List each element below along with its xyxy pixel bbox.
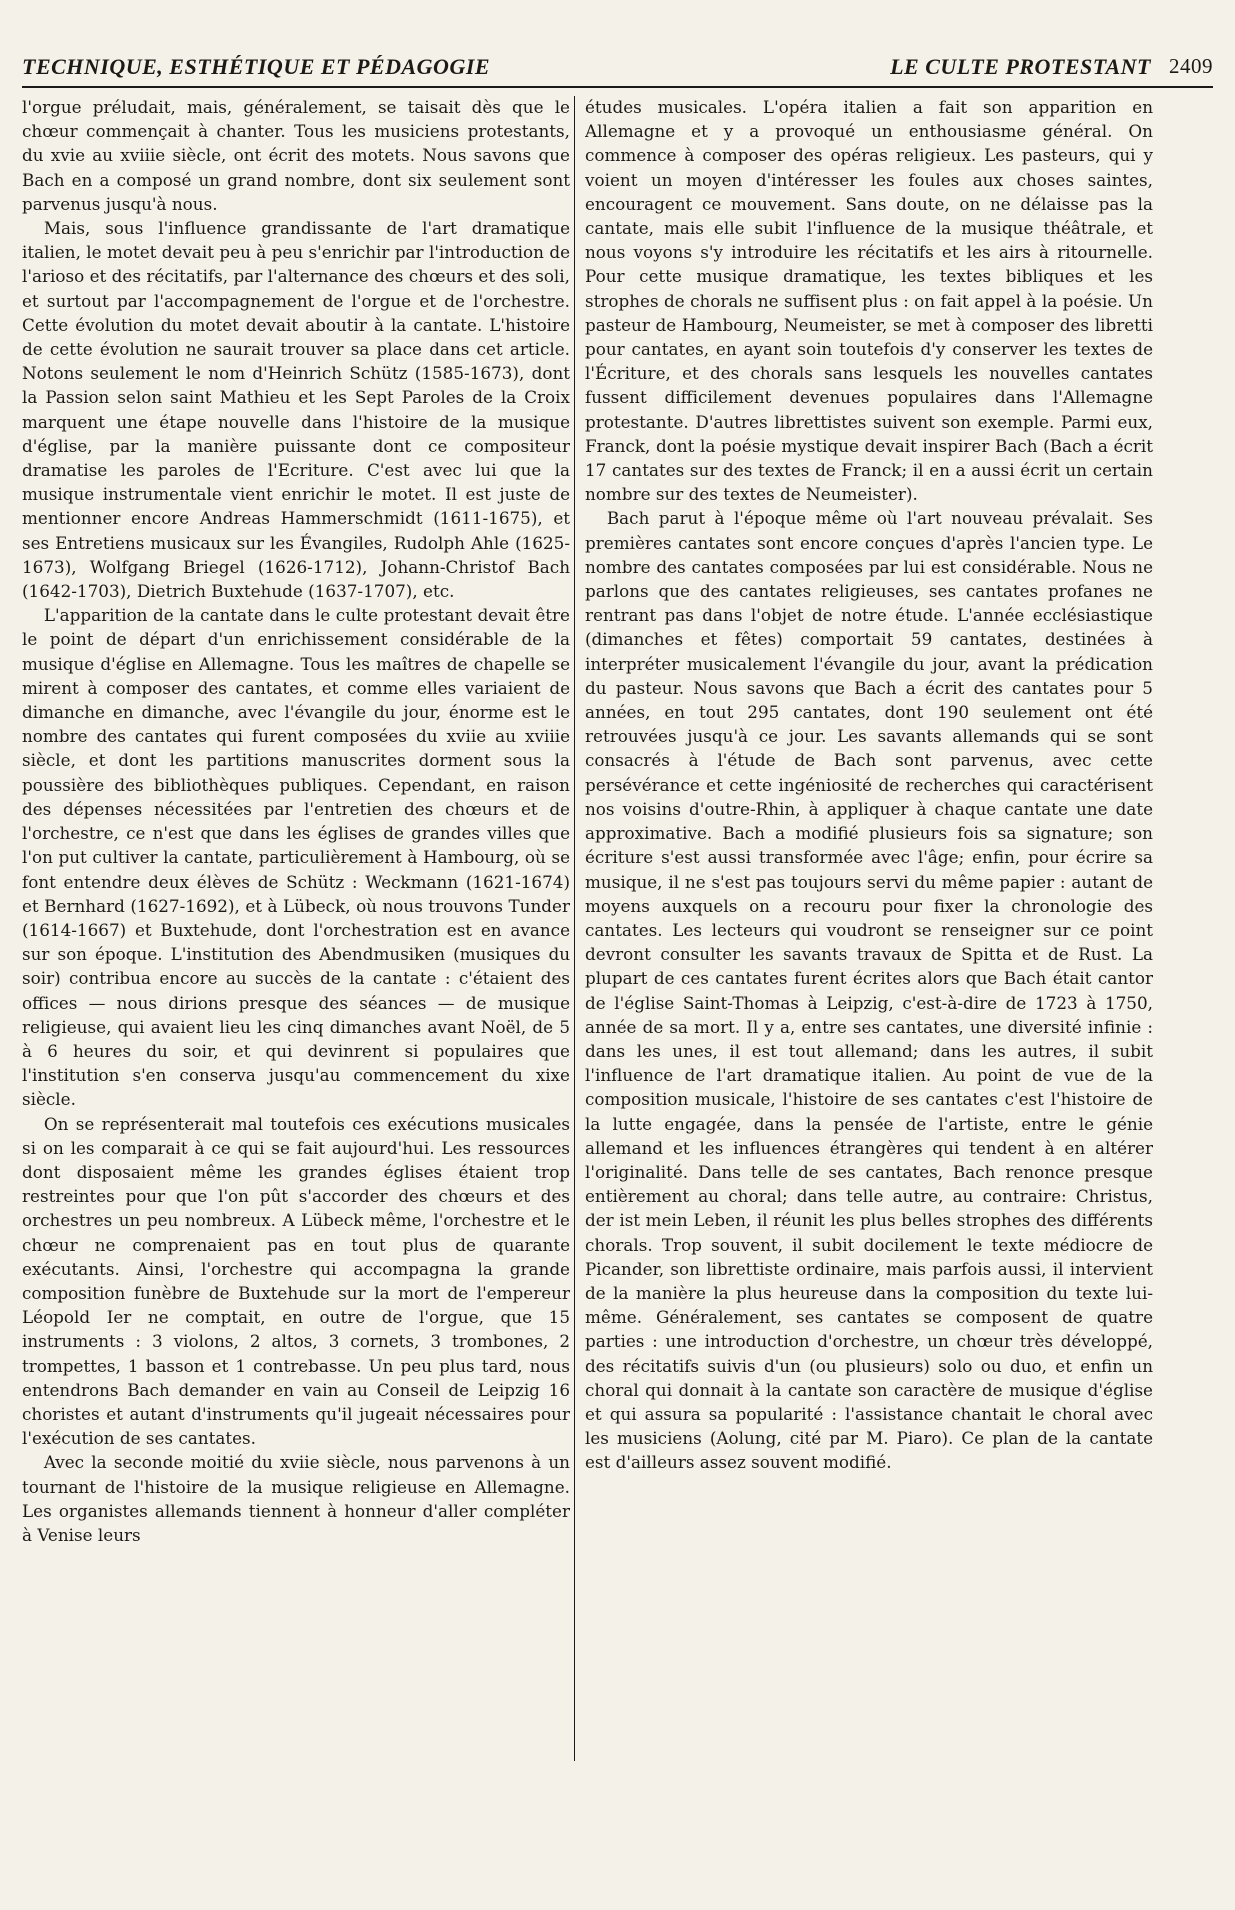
text-column-right (585, 95, 1153, 1895)
header-chapter-title: LE CULTE PROTESTANT (890, 54, 1151, 79)
paragraph: On se représenterait mal toutefois ces exécutions musicales si on les comparait à ce qui se fait aujourd'hui. Les ressources dont disposaient même les grandes églises étaient trop restreintes pour que l'on pût s'accorder des chœurs et des orchestres un peu nombreux. A Lübeck même, l'orchestre et le chœur ne comprenaient pas en tout plus de quarante exécutants. Ainsi, l'orchestre qui accompagna la grande composition funèbre de Buxtehude sur la mort de l'empereur Léopold Ier ne comptait, en outre de l'orgue, que 15 instruments : 3 violons, 2 altos, 3 cornets, 3 trombones, 2 trompettes, 1 basson et 1 contrebasse. Un peu plus tard, nous entendrons Bach demander en vain au Conseil de Leipzig 16 choristes et autant d'instruments qu'il jugeait nécessaires pour l'exécution de ses cantates. (22, 1113, 570, 1449)
page-number: 2409 (1169, 54, 1213, 78)
paragraph: Mais, sous l'influence grandissante de l'art dramatique italien, le motet devait peu à peu s'enrichir par l'introduction de l'arioso et des récitatifs, par l'alternance des chœurs et des soli, et surtout par l'accompagnement de l'orgue et de l'orchestre. Cette évolution du motet devait aboutir à la cantate. L'histoire de cette évolution ne saurait trouver sa place dans cet article. Notons seulement le nom d'Heinrich Schütz (1585-1673), dont la Passion selon saint Mathieu et les Sept Paroles de la Croix marquent une étape nouvelle dans l'histoire de la musique d'église, par la manière puissante dont ce compositeur dramatise les paroles de l'Ecriture. C'est avec lui que la musique instrumentale vient enrichir le motet. Il est juste de mentionner encore Andreas Hammerschmidt (1611-1675), et ses Entretiens musicaux sur les Évangiles, Rudolph Ahle (1625-1673), Wolfgang Briegel (1626-1712), Johann-Christof Bach (1642-1703), Dietrich Buxtehude (1637-1707), etc. (22, 218, 570, 602)
text-column-left (22, 95, 570, 1895)
paragraph: L'apparition de la cantate dans le culte protestant devait être le point de départ d'un enrichissement considérable de la musique d'église en Allemagne. Tous les maîtres de chapelle se mirent à composer des cantates, et comme elles variaient de dimanche en dimanche, avec l'évangile du jour, énorme est le nombre des cantates qui furent composées du xviie au xviiie siècle, et dont les partitions manuscrites dorment sous la poussière des bibliothèques publiques. Cependant, en raison des dépenses nécessitées par l'entretien des chœurs et de l'orchestre, ce n'est que dans les églises de grandes villes que l'on put cultiver la cantate, particulièrement à Hambourg, où se font entendre deux élèves de Schütz : Weckmann (1621-1674) et Bernhard (1627-1692), et à Lübeck, où nous trouvons Tunder (1614-1667) et Buxtehude, dont l'orchestration est en avance sur son époque. L'institution des Abendmusiken (musiques du soir) contribua encore au succès de la cantate : c'étaient des offices — nous dirions presque des séances — de musique religieuse, qui avaient lieu les cinq dimanches avant Noël, de 5 à 6 heures du soir, et qui devinrent si populaires que l'institution s'en conserva jusqu'au commencement du xixe siècle. (22, 605, 570, 1110)
paragraph: Bach parut à l'époque même où l'art nouveau prévalait. Ses premières cantates sont encore conçues d'après l'ancien type. Le nombre des cantates composées par lui est considérable. Nous ne parlons que des cantates religieuses, ses cantates profanes ne rentrant pas dans l'objet de notre étude. L'année ecclésiastique (dimanches et fêtes) comportait 59 cantates, destinées à interpréter musicalement l'évangile du jour, avant la prédication du pasteur. Nous savons que Bach a écrit des cantates pour 5 années, en tout 295 cantates, dont 190 seulement ont été retrouvées jusqu'à ce jour. Les savants allemands qui se sont consacrés à l'étude de Bach sont parvenus, avec cette persévérance et cette ingéniosité de recherches qui caractérisent nos voisins d'outre-Rhin, à appliquer à chaque cantate une date approximative. Bach a modifié plusieurs fois sa signature; son écriture s'est aussi transformée avec l'âge; enfin, pour écrire sa musique, il ne s'est pas toujours servi du même papier : autant de moyens auxquels on a recouru pour fixer la chronologie des cantates. Les lecteurs qui voudront se renseigner sur ce point devront consulter les savants travaux de Spitta et de Rust. La plupart de ces cantates furent écrites alors que Bach était cantor de l'église Saint-Thomas à Leipzig, c'est-à-dire de 1723 à 1750, année de sa mort. Il y a, entre ses cantates, une diversité infinie : dans les unes, il est tout allemand; dans les autres, il subit l'influence de l'art dramatique italien. Au point de vue de la composition musicale, l'histoire de ses cantates c'est l'histoire de la lutte engagée, dans la pensée de l'artiste, entre le génie allemand et les influences étrangères qui tendent à en altérer l'originalité. Dans telle de ses cantates, Bach renonce presque entièrement au choral; dans telle autre, au contraire: Christus, der ist mein Leben, il réunit les plus belles strophes des différents chorals. Trop souvent, il subit docilement le texte médiocre de Picander, son librettiste ordinaire, mais parfois aussi, il intervient de la manière la plus heureuse dans la composition du texte lui-même. Généralement, ses cantates se composent de quatre parties : une introduction d'orchestre, un chœur très développé, des récitatifs suivis d'un (ou plusieurs) solo ou duo, et enfin un choral qui donnait à la cantate son caractère de musique d'église et qui assura sa popularité : l'assistance chantait le choral avec les musiciens (Aolung, cité par M. Piaro). Ce plan de la cantate est d'ailleurs assez souvent modifié. (585, 508, 1153, 1473)
paragraph: Avec la seconde moitié du xviie siècle, nous parvenons à un tournant de l'histoire de la musique religieuse en Allemagne. Les organistes allemands tiennent à honneur d'aller compléter à Venise leurs (22, 1452, 570, 1545)
header-rule (22, 86, 1213, 88)
paragraph: l'orgue préludait, mais, généralement, se taisait dès que le chœur commençait à chanter. Tous les musiciens protestants, du xvie au xviiie siècle, ont écrit des motets. Nous savons que Bach en a composé un grand nombre, dont six seulement sont parvenus jusqu'à nous. (22, 97, 570, 214)
running-header (22, 54, 1213, 84)
column-divider (574, 96, 575, 1761)
header-section-title: TECHNIQUE, ESTHÉTIQUE ET PÉDAGOGIE (22, 54, 491, 79)
paragraph: études musicales. L'opéra italien a fait son apparition en Allemagne et y a provoqué un enthousiasme général. On commence à composer des opéras religieux. Les pasteurs, qui y voient un moyen d'intéresser les foules aux choses saintes, encouragent ce mouvement. Sans doute, on ne délaisse pas la cantate, mais elle subit l'influence de la musique théâtrale, et nous voyons s'y introduire les récitatifs et les airs à ritournelle. Pour cette musique dramatique, les textes bibliques et les strophes de chorals ne suffisent plus : on fait appel à la poésie. Un pasteur de Hambourg, Neumeister, se met à composer des libretti pour cantates, en ayant soin toutefois d'y conserver les textes de l'Écriture, et des chorals sans lesquels les nouvelles cantates fussent difficilement devenues populaires dans l'Allemagne protestante. D'autres librettistes suivent son exemple. Parmi eux, Franck, dont la poésie mystique devait inspirer Bach (Bach a écrit 17 cantates sur des textes de Franck; il en a aussi écrit un certain nombre sur des textes de Neumeister). (585, 97, 1153, 505)
